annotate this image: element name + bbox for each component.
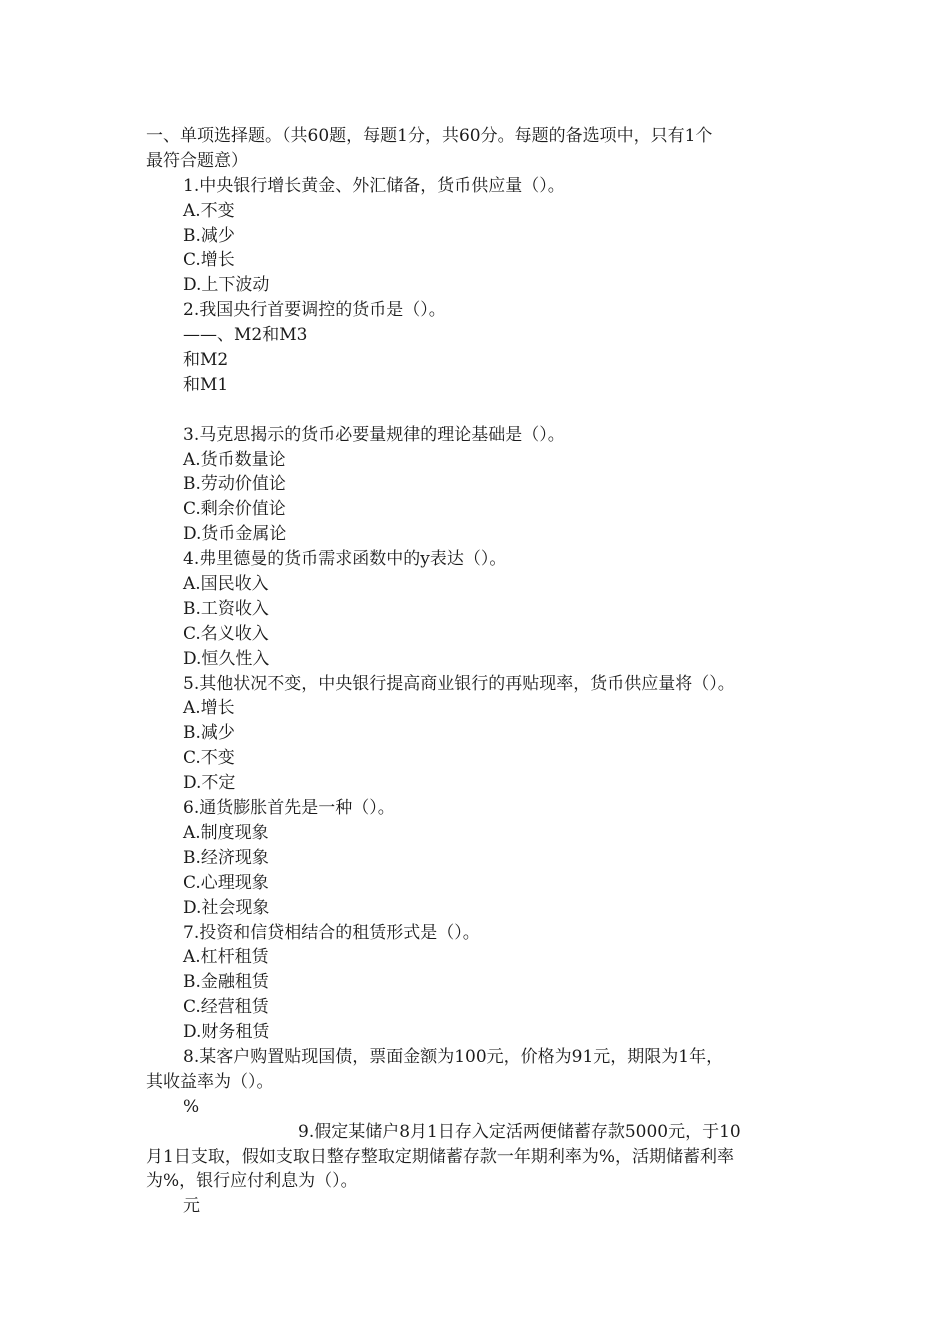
question-4-option-d: D.恒久性入 bbox=[183, 648, 270, 669]
question-7-option-d: D.财务租赁 bbox=[183, 1022, 270, 1043]
question-5-option-a: A.增长 bbox=[183, 698, 235, 719]
question-7-stem: 7.投资和信贷相结合的租赁形式是（）。 bbox=[183, 922, 480, 943]
question-4-option-c: C.名义收入 bbox=[183, 623, 269, 644]
question-9-stem-line-2: 月1日支取，假如支取日整存整取定期储蓄存款一年期利率为%，活期储蓄利率 bbox=[146, 1146, 734, 1167]
document-page bbox=[146, 124, 812, 1219]
question-4-stem: 4.弗里德曼的货币需求函数中的y表达（）。 bbox=[183, 549, 507, 570]
question-3-option-a: A.货币数量论 bbox=[183, 449, 286, 470]
question-6-option-c: C.心理现象 bbox=[183, 872, 269, 893]
question-3-option-b: B.劳动价值论 bbox=[183, 474, 286, 495]
question-4-option-b: B.工资收入 bbox=[183, 598, 269, 619]
question-8-stem-line-1: 8.某客户购置贴现国债，票面金额为100元，价格为91元，期限为1年， bbox=[183, 1046, 724, 1067]
question-3-option-c: C.剩余价值论 bbox=[183, 499, 286, 520]
question-2-option-3: 和M1 bbox=[183, 374, 229, 395]
question-1-option-d: D.上下波动 bbox=[183, 275, 270, 296]
question-1-option-b: B.减少 bbox=[183, 225, 235, 246]
question-3-stem: 3.马克思揭示的货币必要量规律的理论基础是（）。 bbox=[183, 424, 565, 445]
question-6-option-b: B.经济现象 bbox=[183, 847, 269, 868]
question-6-stem: 6.通货膨胀首先是一种（）。 bbox=[183, 798, 395, 819]
question-4-option-a: A.国民收入 bbox=[183, 574, 269, 595]
question-1-stem: 1.中央银行增长黄金、外汇储备，货币供应量（）。 bbox=[183, 175, 565, 196]
question-9-stem-line-3: 为%，银行应付利息为（）。 bbox=[146, 1171, 358, 1192]
question-5-stem: 5.其他状况不变，中央银行提高商业银行的再贴现率，货币供应量将（）。 bbox=[183, 673, 735, 694]
section-heading-line-1: 一、单项选择题。（共60题，每题1分，共60分。每题的备选项中，只有1个 bbox=[146, 126, 713, 146]
question-9-option-1: 元 bbox=[183, 1196, 200, 1217]
question-7-option-b: B.金融租赁 bbox=[183, 972, 269, 993]
question-1-option-c: C.增长 bbox=[183, 250, 235, 271]
question-9-stem-line-1: 9.假定某储户8月1日存入定活两便储蓄存款5000元，于10 bbox=[298, 1121, 741, 1142]
question-5-option-d: D.不定 bbox=[183, 773, 236, 794]
question-1-option-a: A.不变 bbox=[183, 200, 235, 221]
question-2-option-2: 和M2 bbox=[183, 350, 229, 371]
question-6-option-d: D.社会现象 bbox=[183, 897, 270, 918]
question-3-option-d: D.货币金属论 bbox=[183, 524, 287, 545]
question-5-option-b: B.减少 bbox=[183, 723, 235, 744]
question-7-option-a: A.杠杆租赁 bbox=[183, 947, 269, 968]
question-7-option-c: C.经营租赁 bbox=[183, 997, 269, 1018]
question-8-option-1: % bbox=[183, 1096, 200, 1117]
question-8-stem-line-2: 其收益率为（）。 bbox=[146, 1071, 274, 1092]
question-2-option-1: ——、M2和M3 bbox=[183, 325, 308, 346]
question-6-option-a: A.制度现象 bbox=[183, 822, 269, 843]
question-5-option-c: C.不变 bbox=[183, 748, 235, 769]
blank-line bbox=[146, 398, 812, 423]
section-heading-line-2: 最符合题意） bbox=[146, 150, 248, 171]
question-2-stem: 2.我国央行首要调控的货币是（）。 bbox=[183, 300, 446, 321]
